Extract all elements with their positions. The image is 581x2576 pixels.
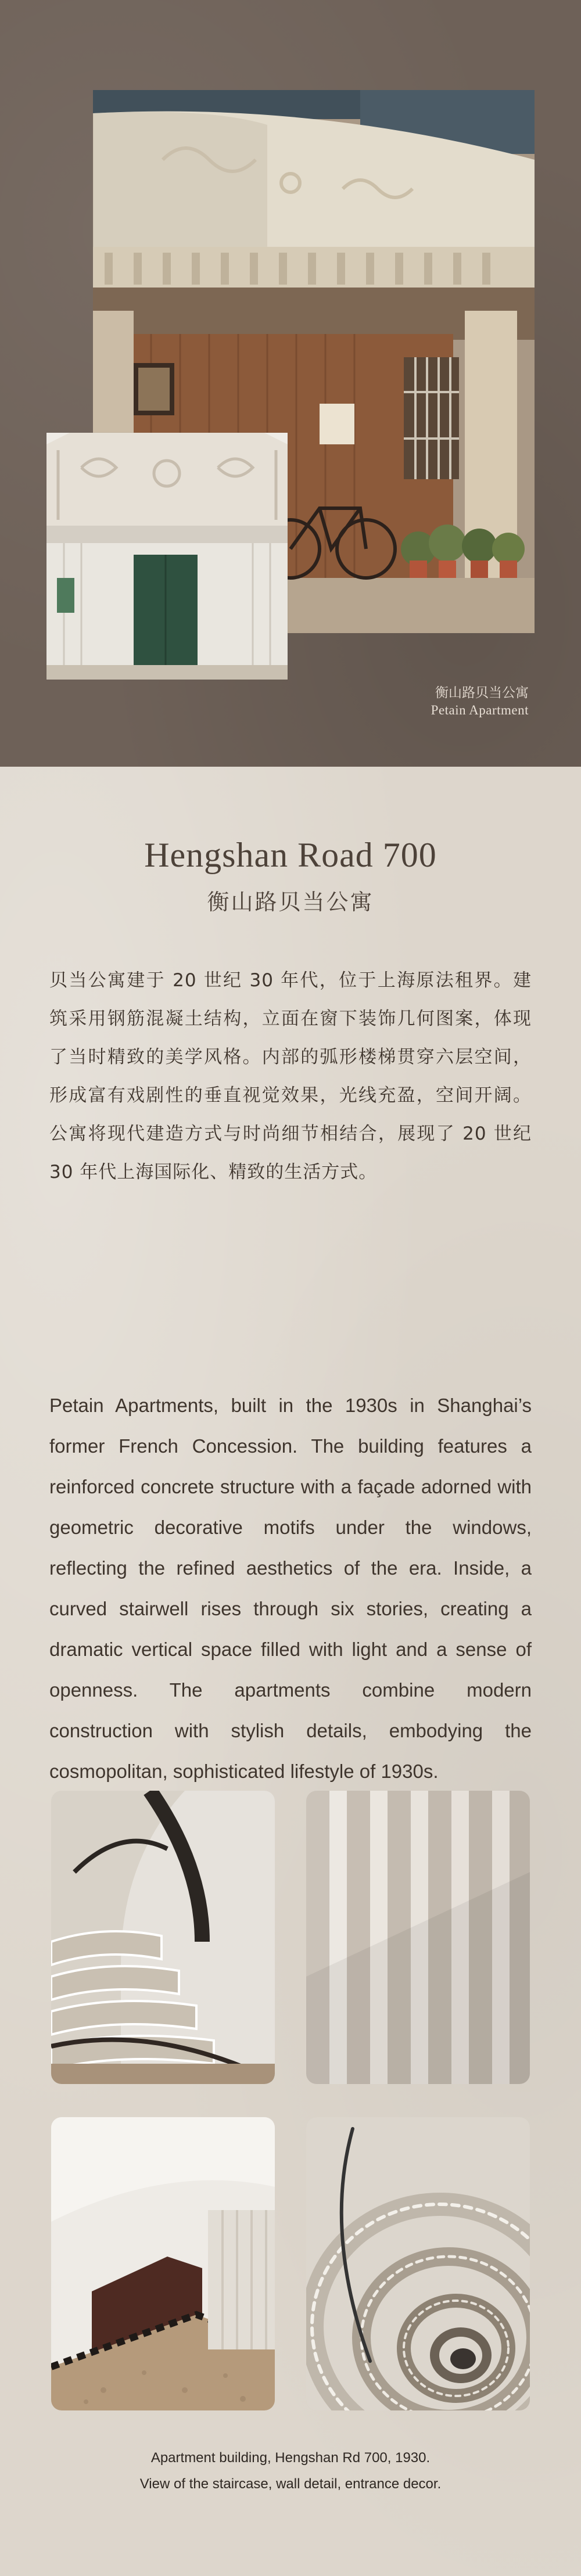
- staircase-photo-1: [51, 1791, 275, 2084]
- page-title-en: Hengshan Road 700: [144, 836, 437, 874]
- hero-caption: [431, 684, 529, 719]
- paragraph-en: Petain Apartments, built in the 1930s in Shanghai’s former French Concession. The building features a reinforced concrete structure with a façade adorned with geometric decorative motifs under the windows, reflecting the refined aesthetics of the era. Inside, a curved stairwell rises through six stories, creating a dramatic vertical space filled with light and a sense of openness. The apartments combine modern construction with stylish details, embodying the cosmopolitan, sophisticated lifestyle of 1930s.: [49, 1395, 532, 1782]
- footer-caption-line1: Apartment building, Hengshan Rd 700, 1930.: [150, 2450, 431, 2466]
- hero-section: [0, 0, 581, 767]
- hero-caption-en: Petain Apartment: [431, 703, 529, 717]
- balcony-entrance-photo: [46, 433, 288, 680]
- entrance-decor-photo: [51, 2117, 275, 2410]
- spiral-staircase-photo: [306, 2117, 530, 2410]
- paragraph-cn: 贝当公寓建于 20 世纪 30 年代，位于上海原法租界。建筑采用钢筋混凝土结构，立面在窗下装饰几何图案，体现了当时精致的美学风格。内部的弧形楼梯贯穿六层空间，形成富有戏剧性的垂直视觉效果，光线充盈，空间开阔。公寓将现代建造方式与时尚细节相结合，展现了 20 世纪 30 年代上海国际化、精致的生活方式。: [49, 970, 532, 1183]
- hero-caption-cn: 衡山路贝当公寓: [435, 685, 529, 700]
- wall-detail-photo: [306, 1791, 530, 2084]
- footer-caption-line2: View of the staircase, wall detail, entrance decor.: [139, 2476, 442, 2492]
- page-title-cn: 衡山路贝当公寓: [207, 889, 374, 915]
